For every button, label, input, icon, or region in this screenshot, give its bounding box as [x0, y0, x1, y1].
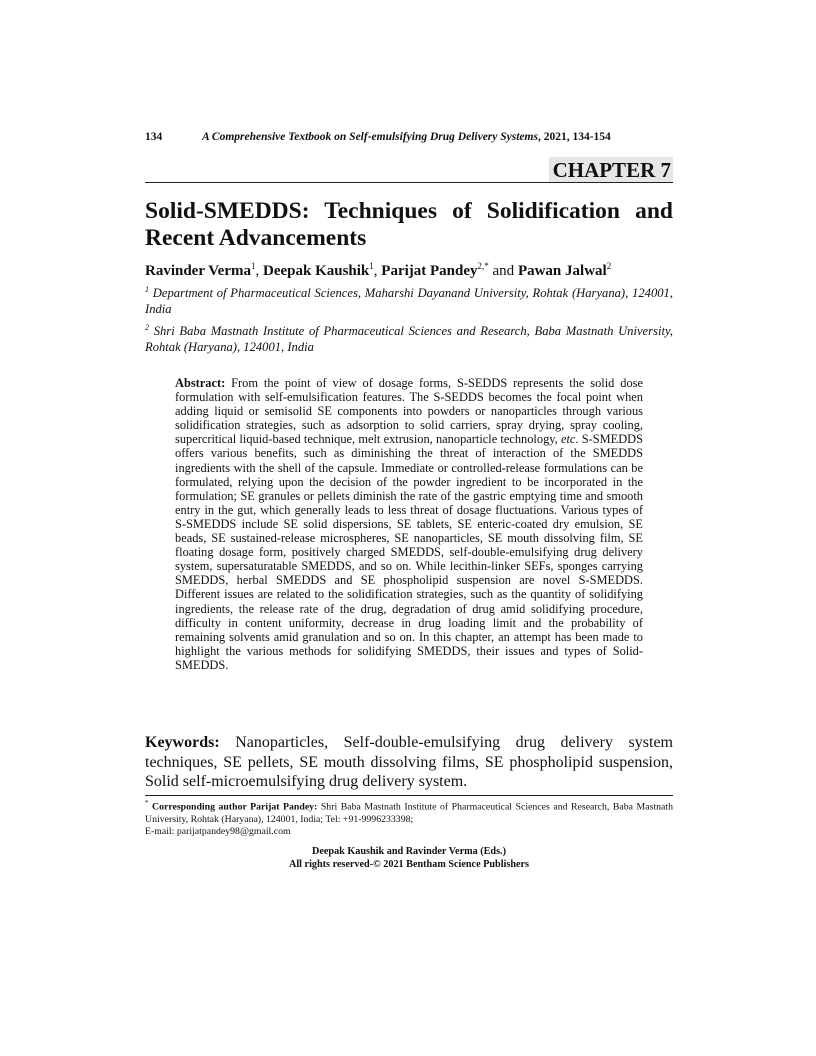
page-number: 134 — [145, 131, 163, 143]
journal-name: A Comprehensive Textbook on Self-emulsifying Drug Delivery Systems — [202, 131, 538, 143]
author-sep: and — [488, 263, 518, 279]
author-name: Parijat Pandey — [381, 263, 478, 279]
footnote-sup: * — [145, 799, 149, 807]
keywords — [145, 733, 673, 792]
chapter-label: CHAPTER 7 — [549, 157, 673, 183]
author-sep: , — [373, 263, 382, 279]
running-header — [145, 131, 611, 143]
author-name: Pawan Jalwal — [517, 263, 607, 279]
author-list — [145, 261, 611, 280]
affiliation-2 — [145, 320, 673, 355]
author-sup: 1 — [250, 261, 256, 271]
abstract — [175, 376, 643, 672]
publisher-footer — [145, 846, 673, 871]
corresponding-email: E-mail: parijatpandey98@gmail.com — [145, 825, 291, 837]
rights-line: All rights reserved-© 2021 Bentham Science Publishers — [288, 858, 530, 870]
author-sep: , — [255, 263, 263, 279]
author-sup: 2 — [606, 261, 612, 271]
keywords-text: Nanoparticles, Self-double-emulsifying drug delivery system techniques, SE pellets, SE mouth dissolving films, SE phospholipid suspension, Solid self-microemulsifying drug delivery system. — [145, 734, 673, 791]
editors-line: Deepak Kaushik and Ravinder Verma (Eds.) — [312, 846, 506, 857]
affiliation-text: Shri Baba Mastnath Institute of Pharmaceutical Sciences and Research, Baba Mastnath University, Rohtak (Haryana), 124001, India — [145, 324, 673, 355]
corresponding-text: Shri Baba Mastnath Institute of Pharmaceutical Sciences and Research, Baba Mastnath University, Rohtak (Haryana), 124001, India; Tel: +91-9996233398; — [145, 801, 673, 825]
abstract-etc: etc — [560, 432, 576, 447]
journal-year-pages: , 2021, 134-154 — [537, 131, 611, 143]
keywords-label: Keywords: — [145, 734, 220, 751]
header-rule — [145, 182, 673, 183]
abstract-text: . S-SMEDDS offers various benefits, such as diminishing the threat of interaction of the SMEDDS ingredients with the shell of the capsule. Immediate or controlled-release formulations can be formulated, relying upon the decision of the powder ingredient to be incorporated in the formulation; SE granules or pellets diminish the rate of the gastric emptying time and smooth entry in the gut, which generally leads to less threat of dosage fluctuations. Various types of S-SMEDDS include SE solid dispersions, SE tablets, SE enteric-coated dry emulsion, SE beads, SE sustained-release microspheres, SE nanoparticles, SE mouth dissolving film, SE floating dosage form, positively charged SMEDDS, self-double-emulsifying drug delivery system, supersaturatable SMEDDS, and so on. While lecithin-linker SEFs, sponges carrying SMEDDS, herbal SMEDDS and SE phospholipid suspension are novel S-SMEDDS. Different issues are related to the solidification strategies, such as the quantity of solidifying ingredients, the release rate of the drug, degradation of drug amid solidifying procedure, difficulty in content uniformity, decrease in drug loading limit and the probability of remaining solvents amid granulation and so on. In this chapter, an attempt has been made to highlight the various methods for solidifying SMEDDS, their issues and types of Solid-SMEDDS. — [175, 432, 644, 672]
chapter-title: Solid-SMEDDS: Techniques of Solidification and Recent Advancements — [145, 198, 673, 251]
abstract-text: From the point of view of dosage forms, S-SEDDS represents the solid dose formulation with self-emulsification features. The S-SEDDS becomes the focal point when adding liquid or semisolid SE components into powders or nanoparticles through various solidification strategies, such as adsorption to solid carriers, spray drying, spray cooling, supercritical liquid-based technique, melt extrusion, nanoparticle technology, — [175, 376, 643, 447]
author-name: Deepak Kaushik — [262, 263, 370, 279]
affiliation-sup: 1 — [145, 285, 149, 294]
abstract-label: Abstract: — [175, 376, 226, 390]
affiliation-sup: 2 — [145, 323, 149, 332]
affiliation-1 — [145, 282, 673, 317]
footnote-rule — [145, 795, 673, 796]
author-sup: 2,* — [477, 261, 489, 271]
author-sup: 1 — [369, 261, 374, 271]
corresponding-label: Corresponding author Parijat Pandey: — [148, 801, 318, 813]
affiliation-text: Department of Pharmaceutical Sciences, Maharshi Dayanand University, Rohtak (Haryana), 124001, India — [145, 286, 673, 317]
author-name: Ravinder Verma — [145, 263, 251, 279]
corresponding-author-note — [145, 797, 673, 838]
journal-title — [202, 131, 611, 143]
